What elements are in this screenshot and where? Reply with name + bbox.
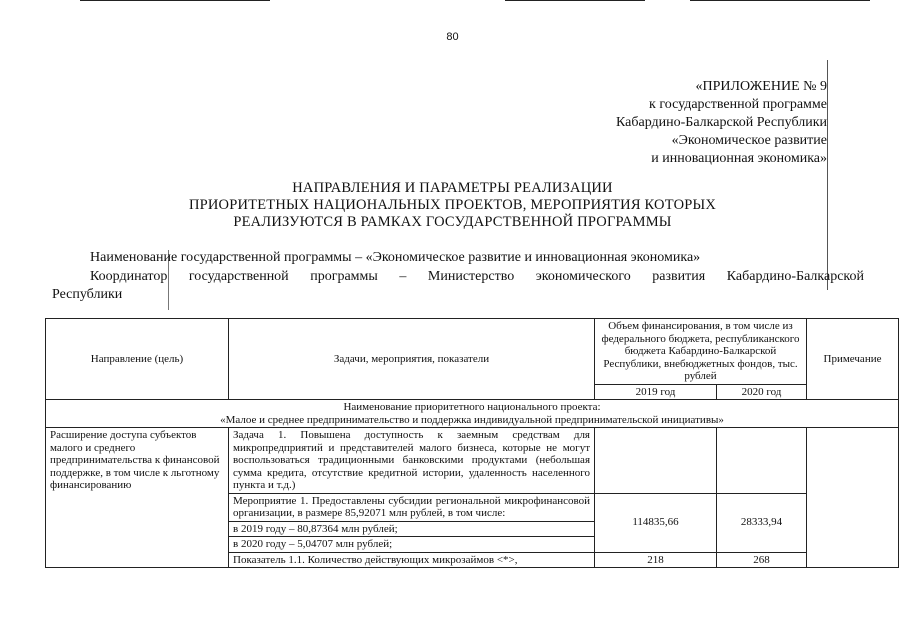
table-header-row	[46, 319, 899, 385]
header-financing: Объем финансирования, в том числе из федерального бюджета, республиканского бюджета Кабардино-Балкарской Республики, внебюджетных фондов, тыс. рублей	[595, 319, 807, 385]
header-tasks: Задачи, мероприятия, показатели	[229, 319, 595, 400]
scan-top-line	[505, 0, 645, 1]
header-note: Примечание	[807, 319, 899, 400]
project-name-label: Наименование приоритетного национального проекта:	[343, 401, 601, 413]
measure-cell: Мероприятие 1. Предоставлены субсидии региональной микрофинансовой организации, в размере 85,92071 млн рублей, в том числе:	[229, 493, 595, 521]
task-cell: Задача 1. Повышена доступность к заемным средствам для микропредприятий и представителей малого бизнеса, которые не могут воспользоваться традиционными банковскими продуктами (небольшая сумма кредита, отсутствие кредитной истории, удаленность населенного пункта и т.д.)	[229, 428, 595, 494]
direction-cell: Расширение доступа субъектов малого и среднего предпринимательства к финансовой поддержке, в том числе к льготному финансированию	[46, 428, 229, 568]
header-direction: Направление (цель)	[46, 319, 229, 400]
indicator-cell: Показатель 1.1. Количество действующих микрозаймов <*>,	[229, 552, 595, 568]
appendix-line: и инновационная экономика»	[651, 151, 827, 166]
scan-top-line	[690, 0, 870, 1]
indicator-value-2019: 218	[595, 552, 717, 568]
empty-cell	[717, 428, 807, 494]
project-name-title: «Малое и среднее предпринимательство и поддержка индивидуальной предпринимательской инициативы»	[220, 413, 724, 426]
indicator-value-2020: 268	[717, 552, 807, 568]
measure-value-2019: 114835,66	[595, 493, 717, 552]
appendix-line: Кабардино-Балкарской Республики	[616, 115, 827, 130]
title-line: РЕАЛИЗУЮТСЯ В РАМКАХ ГОСУДАРСТВЕННОЙ ПРОГРАММЫ	[233, 214, 672, 230]
program-coordinator: Координатор государственной программы – Министерство экономического развития Кабардино-Балкарской	[90, 269, 864, 284]
program-coordinator-continued: Республики	[52, 287, 123, 302]
appendix-line: к государственной программе	[649, 97, 827, 112]
note-cell	[807, 428, 899, 568]
measure-2020-cell: в 2020 году – 5,04707 млн рублей;	[229, 537, 595, 553]
table-row	[46, 400, 899, 428]
project-name-cell	[46, 400, 899, 428]
header-year-2019: 2019 год	[595, 384, 717, 400]
measure-value-2020: 28333,94	[717, 493, 807, 552]
empty-cell	[595, 428, 717, 494]
scan-top-line	[80, 0, 270, 1]
appendix-line: «Экономическое развитие	[671, 133, 827, 148]
projects-table	[45, 318, 899, 568]
title-line: НАПРАВЛЕНИЯ И ПАРАМЕТРЫ РЕАЛИЗАЦИИ	[292, 180, 613, 196]
program-name: Наименование государственной программы – «Экономическое развитие и инновационная экономика»	[90, 250, 701, 265]
appendix-line: «ПРИЛОЖЕНИЕ № 9	[695, 79, 827, 94]
page-number: 80	[446, 31, 459, 43]
table-row	[46, 428, 899, 494]
measure-2019-cell: в 2019 году – 80,87364 млн рублей;	[229, 521, 595, 537]
header-year-2020: 2020 год	[717, 384, 807, 400]
document-title	[0, 180, 905, 231]
appendix-header	[616, 78, 827, 168]
title-line: ПРИОРИТЕТНЫХ НАЦИОНАЛЬНЫХ ПРОЕКТОВ, МЕРОПРИЯТИЯ КОТОРЫХ	[188, 197, 717, 213]
